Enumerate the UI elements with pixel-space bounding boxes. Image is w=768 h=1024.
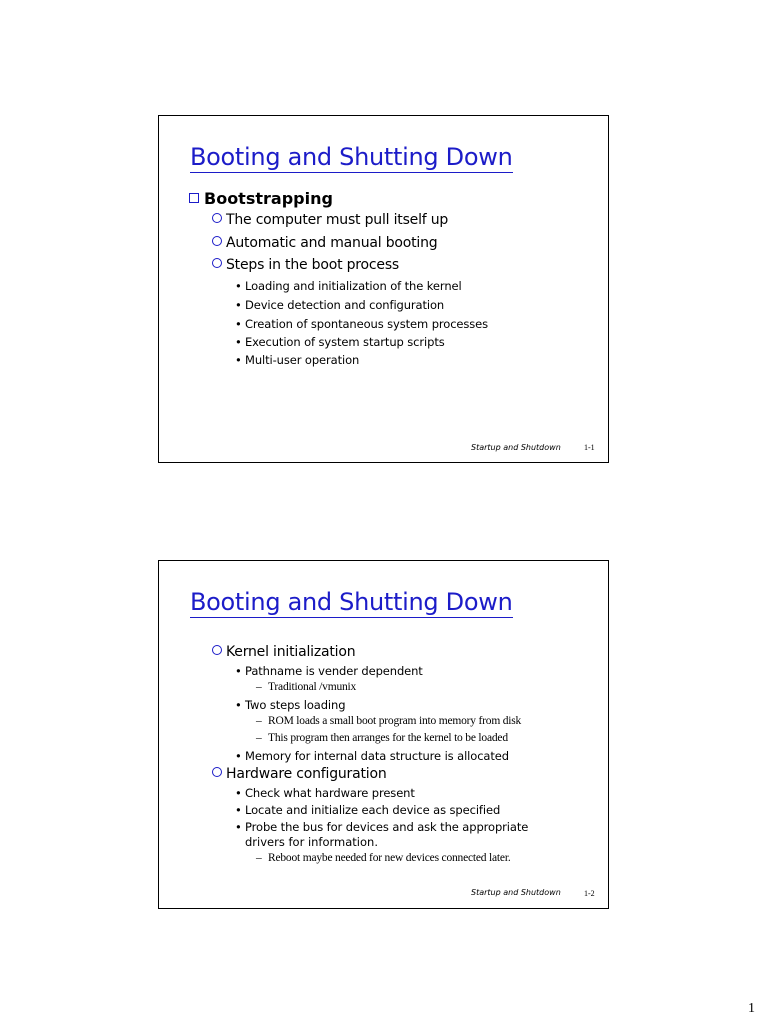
circle-bullet-icon	[212, 767, 222, 777]
sub-list-item	[235, 803, 500, 817]
dot-bullet-icon: •	[235, 786, 242, 800]
circle-bullet-icon	[212, 236, 222, 246]
dot-bullet-icon: •	[235, 820, 242, 834]
sub-list-item	[235, 335, 445, 349]
sub-list-item	[235, 298, 444, 312]
list-item-text: Automatic and manual booting	[226, 235, 438, 251]
sub-item-text: Device detection and configuration	[245, 298, 445, 312]
circle-bullet-icon	[212, 258, 222, 268]
slide-2	[158, 560, 609, 909]
sub-item-text: Pathname is vender dependent	[245, 664, 423, 678]
dash-bullet-icon: –	[256, 732, 262, 744]
sub-item-text: Loading and initialization of the kernel	[245, 279, 462, 293]
sub-item-text: Check what hardware present	[245, 786, 415, 800]
list-item-text: Steps in the boot process	[226, 257, 400, 273]
list-item-text: Kernel initialization	[226, 644, 356, 660]
dash-bullet-icon: –	[256, 681, 262, 693]
dot-bullet-icon: •	[235, 335, 242, 349]
circle-bullet-icon	[212, 213, 222, 223]
sub-list-item	[235, 820, 528, 834]
sub-sub-list-item	[256, 732, 508, 744]
sub-item-text: Locate and initialize each device as specified	[245, 803, 501, 817]
sub-item-text: Memory for internal data structure is allocated	[245, 749, 509, 763]
sub-list-item	[235, 698, 345, 712]
sub-sub-list-item	[256, 852, 511, 864]
sub-list-item	[235, 749, 509, 763]
list-item-text: Hardware configuration	[226, 766, 387, 782]
sub-item-text: Probe the bus for devices and ask the appropriate	[245, 820, 529, 834]
dot-bullet-icon: •	[235, 749, 242, 763]
list-item	[212, 212, 448, 228]
dot-bullet-icon: •	[235, 279, 242, 293]
slide-footer: Startup and Shutdown	[471, 888, 561, 897]
sub-sub-item-text: Traditional /vmunix	[268, 681, 357, 693]
bullet-heading	[189, 189, 333, 208]
sub-list-item	[235, 353, 359, 367]
sub-list-item	[235, 279, 462, 293]
slide-title: Booting and Shutting Down	[190, 588, 513, 616]
list-item	[212, 766, 387, 782]
sub-sub-item-text: Reboot maybe needed for new devices connected later.	[268, 852, 511, 864]
dash-bullet-icon: –	[256, 715, 262, 727]
sub-item-text: Creation of spontaneous system processes	[245, 317, 489, 331]
heading-text: Bootstrapping	[204, 189, 333, 208]
dash-bullet-icon: –	[256, 852, 262, 864]
dot-bullet-icon: •	[235, 317, 242, 331]
list-item	[212, 235, 437, 251]
slide-footer: Startup and Shutdown	[471, 443, 561, 452]
sub-item-text: Two steps loading	[245, 698, 346, 712]
dot-bullet-icon: •	[235, 353, 242, 367]
dot-bullet-icon: •	[235, 298, 242, 312]
square-bullet-icon	[189, 193, 199, 203]
sub-item-text: Execution of system startup scripts	[245, 335, 445, 349]
slide-1	[158, 115, 609, 463]
slide-title: Booting and Shutting Down	[190, 143, 513, 171]
list-item	[212, 644, 355, 660]
page-number: 1	[748, 1001, 755, 1016]
sub-list-item	[235, 664, 423, 678]
dot-bullet-icon: •	[235, 698, 242, 712]
dot-bullet-icon: •	[235, 664, 242, 678]
list-item-text: The computer must pull itself up	[226, 212, 449, 228]
dot-bullet-icon: •	[235, 803, 242, 817]
sub-sub-list-item	[256, 681, 356, 693]
sub-item-text: Multi-user operation	[245, 353, 360, 367]
slide-number: 1-1	[584, 443, 595, 452]
sub-list-item	[235, 786, 415, 800]
sub-list-item	[235, 317, 488, 331]
list-item	[212, 257, 399, 273]
slide-number: 1-2	[584, 889, 595, 898]
sub-sub-list-item	[256, 715, 521, 727]
circle-bullet-icon	[212, 645, 222, 655]
sub-sub-item-text: ROM loads a small boot program into memory from disk	[268, 715, 522, 727]
sub-sub-item-text: This program then arranges for the kernel to be loaded	[268, 732, 508, 744]
sub-item-continuation: drivers for information.	[245, 835, 378, 849]
